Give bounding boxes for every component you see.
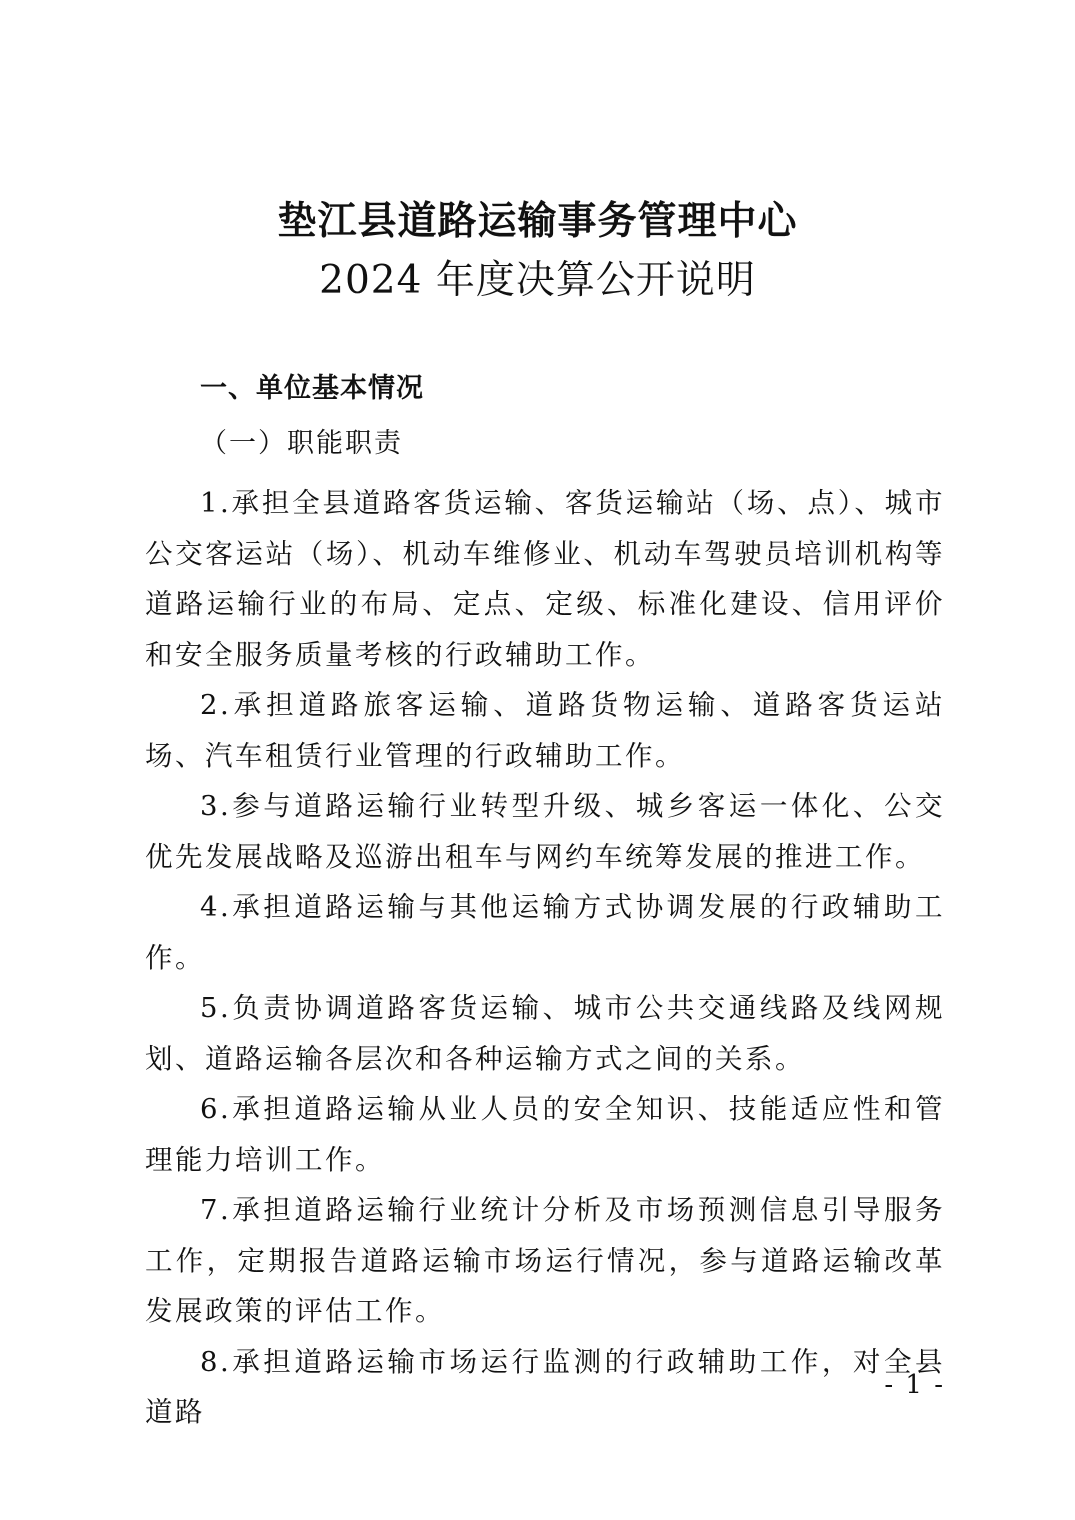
paragraph-1: 1.承担全县道路客货运输、客货运输站（场、点）、城市公交客运站（场）、机动车维修业、机动车驾驶员培训机构等道路运输行业的布局、定点、定级、标准化建设、信用评价和安全服务质量考核的行政辅助工作。 [145,487,945,671]
document-title-line1: 垫江县道路运输事务管理中心 [277,199,798,244]
paragraph-2: 2.承担道路旅客运输、道路货物运输、道路客货运站场、汽车租赁行业管理的行政辅助工作。 [145,689,945,772]
paragraph-5: 5.负责协调道路客货运输、城市公共交通线路及线网规划、道路运输各层次和各种运输方式之间的关系。 [145,992,945,1075]
paragraph-7: 7.承担道路运输行业统计分析及市场预测信息引导服务工作，定期报告道路运输市场运行情况，参与道路运输改革发展政策的评估工作。 [145,1194,945,1327]
document-title-line2: 2024 年度决算公开说明 [319,258,756,303]
subsection-heading: （一）职能职责 [200,428,403,459]
paragraph-3: 3.参与道路运输行业转型升级、城乡客运一体化、公交优先发展战略及巡游出租车与网约车统筹发展的推进工作。 [145,790,945,873]
paragraph-4: 4.承担道路运输与其他运输方式协调发展的行政辅助工作。 [145,891,945,974]
page-number: - 1 - [884,1370,945,1400]
paragraph-6: 6.承担道路运输从业人员的安全知识、技能适应性和管理能力培训工作。 [145,1093,945,1176]
section-heading: 一、单位基本情况 [200,373,424,404]
paragraph-8: 8.承担道路运输市场运行监测的行政辅助工作，对全县道路 [145,1345,945,1428]
body-text [145,478,945,1438]
